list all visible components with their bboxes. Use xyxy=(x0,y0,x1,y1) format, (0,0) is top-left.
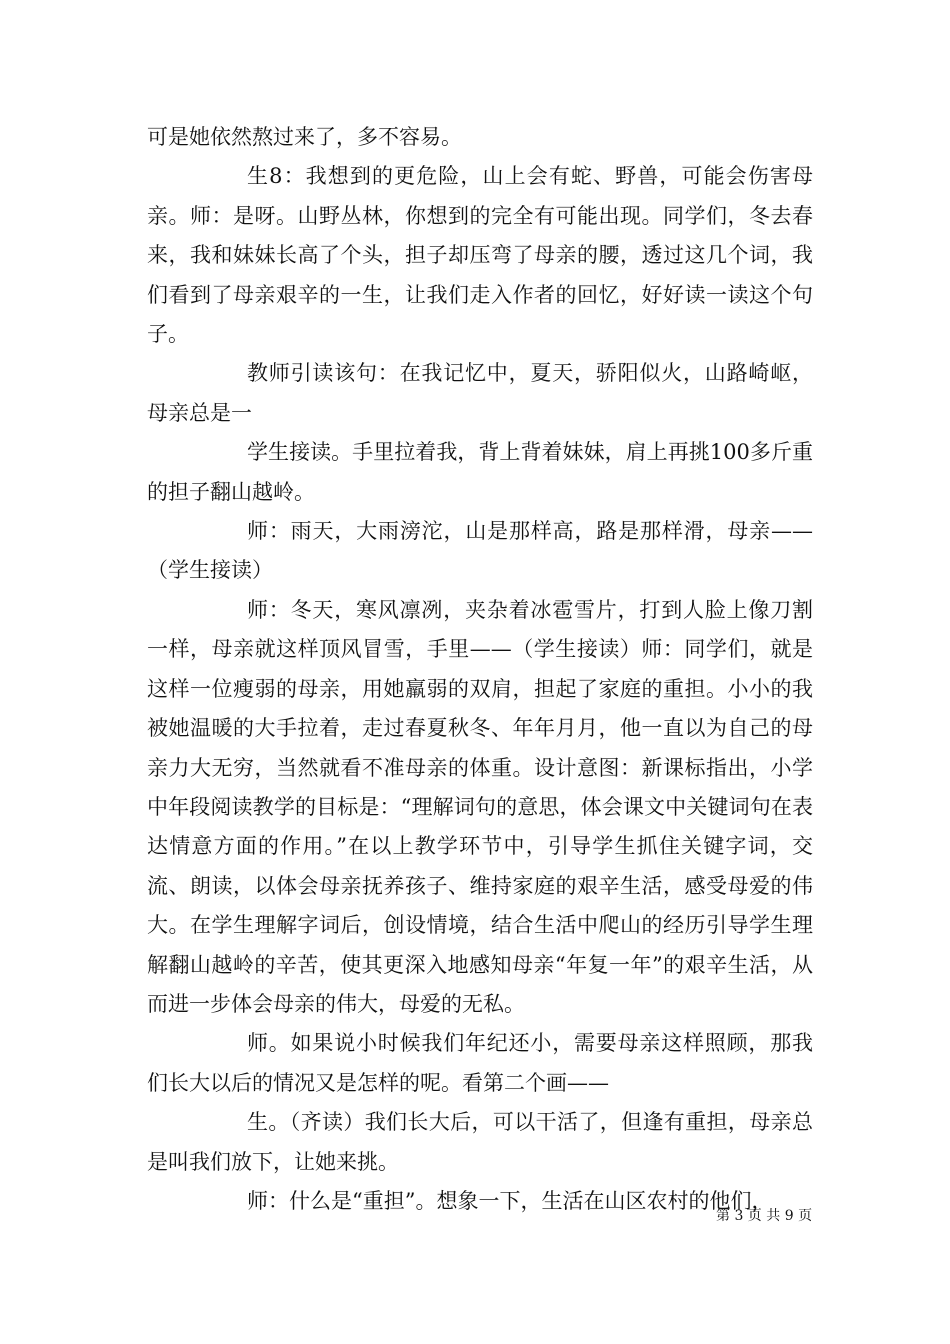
paragraph: 生。（齐读）我们长大后，可以干活了，但逢有重担，母亲总是叫我们放下，让她来挑。 xyxy=(147,1110,813,1174)
paragraph: 生8：我想到的更危险，山上会有蛇、野兽，可能会伤害母亲。师：是呀。山野丛林，你想到的完全有可能出现。同学们，冬去春来，我和妹妹长高了个头，担子却压弯了母亲的腰，透过这几个词，我们看到了母亲艰辛的一生，让我们走入作者的回忆，好好读一读这个句子。 xyxy=(147,164,813,347)
page-number-footer: 第 3 页 共 9 页 xyxy=(716,1208,813,1224)
paragraph: 师。如果说小时候我们年纪还小，需要母亲这样照顾，那我们长大以后的情况又是怎样的呢。看第二个画—— xyxy=(147,1031,813,1095)
paragraph: 学生接读。手里拉着我，背上背着妹妹，肩上再挑100多斤重的担子翻山越岭。 xyxy=(147,440,813,504)
paragraph: 教师引读该句：在我记忆中，夏天，骄阳似火，山路崎岖，母亲总是一 xyxy=(147,361,813,425)
paragraph: 师：冬天，寒风凛冽，夹杂着冰雹雪片，打到人脸上像刀割一样，母亲就这样顶风冒雪，手里——（学生接读）师：同学们，就是这样一位瘦弱的母亲，用她羸弱的双肩，担起了家庭的重担。小小的我被她温暖的大手拉着，走过春夏秋冬、年年月月，他一直以为自己的母亲力大无穷，当然就看不准母亲的体重。设计意图：新课标指出，小学中年段阅读教学的目标是：“理解词句的意思，体会课文中关键词句在表达情意方面的作用。”在以上教学环节中，引导学生抓住关键字词，交流、朗读，以体会母亲抚养孩子、维持家庭的艰辛生活，感受母爱的伟大。在学生理解字词后，创设情境，结合生活中爬山的经历引导学生理解翻山越岭的辛苦，使其更深入地感知母亲“年复一年”的艰辛生活，从而进一步体会母亲的伟大，母爱的无私。 xyxy=(147,597,813,1016)
paragraph: 师：雨天，大雨滂沱，山是那样高，路是那样滑，母亲——（学生接读） xyxy=(147,519,813,583)
document-body xyxy=(147,118,813,1221)
paragraph: 师：什么是“重担”。想象一下，生活在山区农村的他们， xyxy=(247,1188,773,1213)
paragraph: 可是她依然熬过来了，多不容易。 xyxy=(147,125,462,149)
